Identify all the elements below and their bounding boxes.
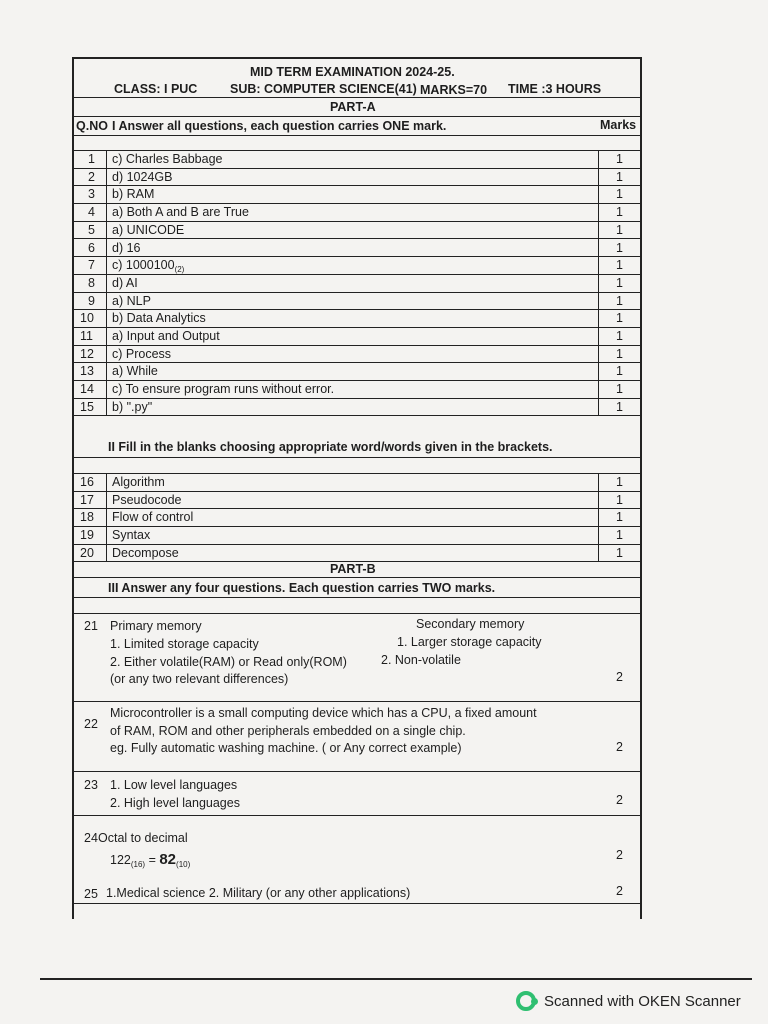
answer-line-1: Octal to decimal [98, 831, 188, 845]
secondary-point-2: 2. Non-volatile [381, 653, 461, 667]
divider [74, 701, 640, 702]
column-divider [106, 168, 107, 186]
answer-text [112, 400, 152, 414]
answer-mark: 1 [616, 258, 623, 273]
answer-row [74, 256, 640, 274]
question-number: 17 [80, 492, 94, 507]
answer-text [112, 152, 222, 166]
answer-value: a) UNICODE [112, 222, 185, 237]
answer-text [112, 510, 193, 524]
column-divider [106, 203, 107, 221]
answer-mark: 1 [616, 222, 623, 237]
answer-row [74, 185, 640, 203]
marks-header: Marks [600, 118, 637, 132]
column-divider [598, 544, 599, 562]
column-divider [598, 185, 599, 203]
column-divider [598, 508, 599, 526]
answer-text [112, 546, 179, 560]
answer-line-3: eg. Fully automatic washing machine. ( or Any correct example) [110, 741, 462, 755]
question-number: 16 [80, 475, 94, 489]
column-divider [598, 256, 599, 274]
question-number: 6 [88, 240, 95, 255]
section-3-title: III Answer any four questions. Each question carries TWO marks. [108, 581, 496, 595]
answer-mark: 1 [616, 152, 623, 166]
equals-sign: = [145, 853, 160, 867]
question-number: 25 [84, 887, 98, 901]
answer-value: d) AI [112, 275, 138, 290]
answer-row [74, 168, 640, 186]
answer-mark: 1 [616, 545, 623, 560]
divider [74, 613, 640, 614]
divider [74, 457, 640, 458]
column-divider [598, 526, 599, 544]
answer-value: b) Data Analytics [112, 311, 206, 326]
question-number: 3 [88, 187, 95, 202]
answer-text [112, 205, 249, 219]
question-marks: 2 [616, 740, 623, 754]
answer-line-1: 1. Low level languages [110, 778, 238, 792]
column-divider [106, 274, 107, 292]
column-divider [598, 292, 599, 310]
divider [74, 577, 640, 578]
answer-text [112, 258, 184, 274]
row-divider [74, 415, 640, 416]
primary-point-1: 1. Limited storage capacity [110, 637, 259, 651]
answer-mark: 1 [616, 275, 623, 290]
divider [74, 97, 640, 98]
answer-row [74, 239, 640, 257]
answer-text [112, 170, 172, 184]
question-number: 14 [80, 382, 94, 397]
answer-value: a) Both A and B are True [112, 205, 249, 220]
question-number: 9 [88, 293, 95, 308]
conversion-result: 82 [159, 851, 177, 868]
question-marks: 2 [616, 670, 623, 684]
divider [74, 135, 640, 136]
answer-text [112, 187, 154, 201]
divider [74, 771, 640, 772]
column-divider [598, 345, 599, 363]
answer-text [112, 223, 184, 237]
conversion-value: 122 [110, 853, 131, 867]
scanner-logo-icon [516, 991, 536, 1011]
divider [74, 597, 640, 598]
column-divider [106, 473, 107, 491]
answer-row [74, 491, 640, 509]
question-number: 21 [84, 619, 98, 633]
column-divider [106, 508, 107, 526]
question-number: 12 [80, 346, 94, 361]
column-divider [598, 473, 599, 491]
question-number: 15 [80, 399, 94, 414]
time-label: TIME :3 HOURS [508, 82, 602, 96]
answer-value: b) RAM [112, 187, 155, 202]
exam-title: MID TERM EXAMINATION 2024-25. [250, 65, 455, 79]
answer-line-1: Microcontroller is a small computing device which has a CPU, a fixed amount [110, 706, 537, 720]
answer-mark: 1 [616, 528, 623, 543]
answer-text [112, 364, 158, 378]
answer-mark: 1 [616, 329, 623, 343]
column-divider [598, 239, 599, 257]
answer-mark: 1 [616, 240, 623, 255]
conversion-expression [110, 851, 190, 869]
column-divider [106, 292, 107, 310]
column-divider [598, 309, 599, 327]
divider [74, 116, 640, 117]
answer-row [74, 274, 640, 292]
column-divider [106, 239, 107, 257]
column-divider [106, 309, 107, 327]
question-number: 4 [88, 205, 95, 220]
base-to: (10) [176, 860, 191, 869]
answer-mark: 1 [616, 187, 623, 202]
scanner-watermark [516, 990, 741, 1012]
secondary-memory-heading: Secondary memory [416, 617, 525, 631]
answer-value: c) 1000100 [112, 258, 175, 273]
column-divider [106, 544, 107, 562]
answer-line-2: 2. High level languages [110, 796, 240, 810]
answer-value: Decompose [112, 545, 179, 560]
answer-row [74, 345, 640, 363]
answer-row [74, 508, 640, 526]
number-base: (2) [174, 265, 185, 275]
column-divider [598, 491, 599, 509]
answer-value: a) Input and Output [112, 329, 220, 343]
scan-edge-line [40, 978, 752, 980]
column-divider [598, 274, 599, 292]
question-number: 7 [88, 258, 95, 273]
answer-value: c) Process [112, 346, 172, 361]
question-number: 2 [88, 169, 95, 184]
column-divider [598, 203, 599, 221]
primary-point-2: 2. Either volatile(RAM) or Read only(ROM) [110, 655, 347, 669]
answer-mark: 1 [616, 510, 623, 525]
answer-mark: 1 [616, 399, 623, 414]
column-divider [598, 221, 599, 239]
column-divider [598, 362, 599, 380]
answer-text [112, 241, 141, 255]
answer-mark: 1 [616, 169, 623, 184]
part-b-label: PART-B [330, 562, 376, 576]
column-divider [106, 256, 107, 274]
divider [74, 815, 640, 816]
answer-row [74, 327, 640, 345]
column-divider [106, 398, 107, 416]
question-number: 23 [84, 778, 98, 792]
answer-text [112, 329, 220, 343]
base-from: (16) [130, 860, 146, 869]
answer-value: b) ".py" [112, 399, 153, 414]
column-divider [106, 221, 107, 239]
column-divider [106, 327, 107, 345]
column-divider [106, 185, 107, 203]
answer-text [112, 493, 182, 507]
answer-row [74, 203, 640, 221]
section-1-title: I Answer all questions, each question carries ONE mark. [112, 119, 447, 133]
answer-key-sheet [72, 57, 642, 919]
column-divider [106, 526, 107, 544]
question-number: 5 [88, 222, 95, 237]
answer-value: Syntax [112, 528, 151, 543]
answer-mark: 1 [616, 492, 623, 507]
answer-text [112, 475, 165, 489]
column-divider [598, 150, 599, 168]
question-marks: 2 [616, 848, 623, 862]
answer-line-1: 1.Medical science 2. Military (or any other applications) [106, 886, 411, 900]
answer-value: Flow of control [112, 510, 194, 525]
answer-mark: 1 [616, 364, 623, 379]
question-number: 1 [88, 152, 95, 166]
subject-label: SUB: COMPUTER SCIENCE(41) [230, 82, 417, 96]
divider [74, 903, 640, 904]
column-divider [598, 327, 599, 345]
answer-mark: 1 [616, 346, 623, 361]
question-number: 19 [80, 528, 94, 543]
answer-mark: 1 [616, 293, 623, 308]
column-divider [598, 168, 599, 186]
column-divider [106, 380, 107, 398]
answer-value: c) Charles Babbage [112, 152, 223, 166]
question-marks: 2 [616, 793, 623, 807]
marks-total: MARKS=70 [420, 83, 488, 97]
column-divider [106, 345, 107, 363]
answer-row [74, 380, 640, 398]
question-number: 20 [80, 545, 94, 560]
answer-text [112, 311, 206, 325]
question-number: 24 [84, 831, 98, 845]
column-divider [106, 150, 107, 168]
answer-value: Algorithm [112, 475, 165, 489]
answer-row [74, 362, 640, 380]
question-number: 13 [80, 364, 94, 379]
answer-mark: 1 [616, 205, 623, 220]
answer-note: (or any two relevant differences) [110, 672, 289, 686]
answer-row [74, 309, 640, 327]
question-marks: 2 [616, 884, 623, 898]
answer-row [74, 526, 640, 544]
answer-mark: 1 [616, 382, 623, 397]
primary-memory-heading: Primary memory [110, 619, 202, 633]
answer-value: d) 16 [112, 240, 141, 255]
class-label: CLASS: I PUC [114, 82, 198, 96]
answer-text [112, 528, 150, 542]
answer-text [112, 347, 171, 361]
question-number: 11 [80, 329, 93, 343]
answer-row [74, 292, 640, 310]
answer-text [112, 382, 334, 396]
qno-header: Q.NO [76, 119, 108, 133]
answer-value: d) 1024GB [112, 169, 173, 184]
answer-text [112, 276, 138, 290]
section-2-title: II Fill in the blanks choosing appropriate word/words given in the brackets. [108, 440, 553, 454]
column-divider [106, 491, 107, 509]
answer-value: a) While [112, 364, 158, 379]
answer-mark: 1 [616, 311, 623, 326]
question-number: 18 [80, 510, 94, 525]
scanner-text: Scanned with OKEN Scanner [544, 992, 741, 1010]
secondary-point-1: 1. Larger storage capacity [397, 635, 542, 649]
answer-row [74, 544, 640, 562]
answer-value: Pseudocode [112, 492, 182, 507]
column-divider [106, 362, 107, 380]
question-number: 10 [80, 311, 94, 326]
part-a-label: PART-A [330, 100, 376, 114]
answer-line-2: of RAM, ROM and other peripherals embedded on a single chip. [110, 724, 466, 738]
answer-value: c) To ensure program runs without error. [112, 382, 335, 397]
answer-row [74, 473, 640, 491]
answer-value: a) NLP [112, 293, 151, 308]
answer-mark: 1 [616, 475, 623, 489]
question-number: 8 [88, 275, 95, 290]
answer-row [74, 150, 640, 168]
answer-text [112, 294, 151, 308]
answer-row [74, 221, 640, 239]
column-divider [598, 380, 599, 398]
question-number: 22 [84, 717, 98, 731]
column-divider [598, 398, 599, 416]
answer-row [74, 398, 640, 416]
